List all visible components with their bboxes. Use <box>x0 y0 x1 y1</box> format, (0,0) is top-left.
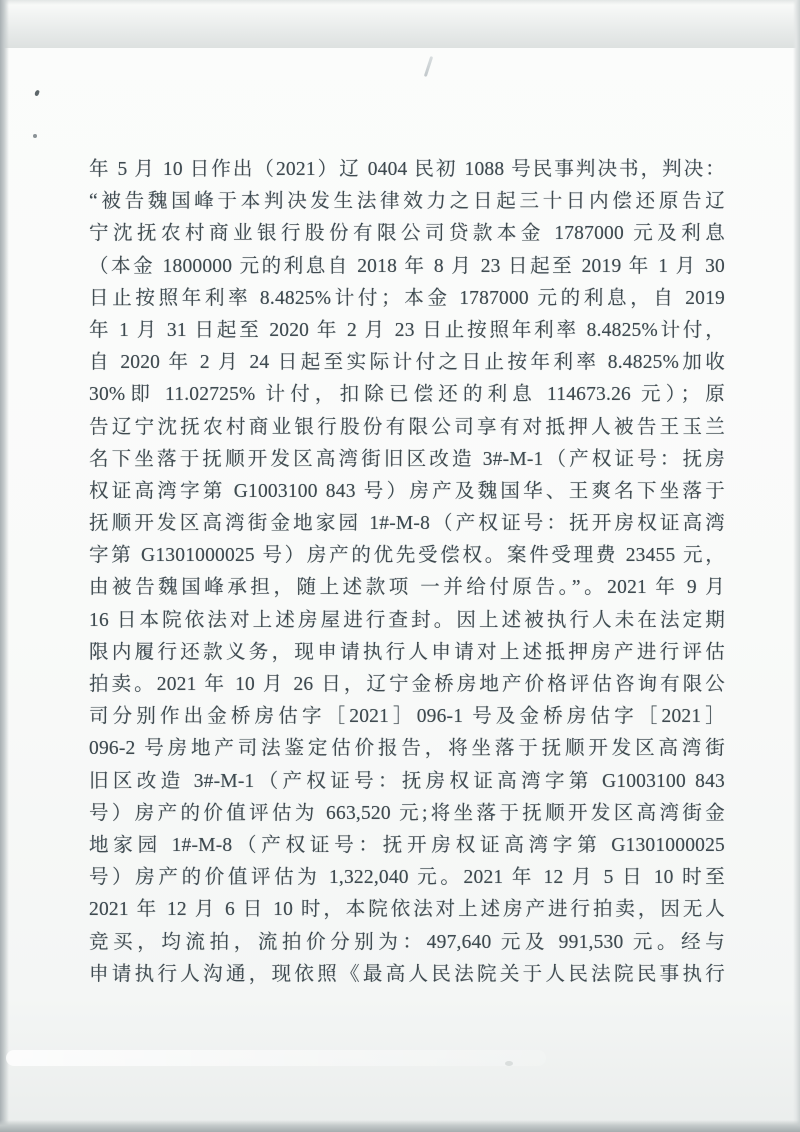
document-body-text <box>89 154 725 991</box>
page-edge-bottom <box>0 1120 800 1132</box>
text-line: 号）房产的价值评估为 1,322,040 元。2021 年 12 月 5 日 10 时至 <box>89 867 725 889</box>
text-line: 权证高湾字第 G1003100 843 号）房产及魏国华、王爽名下坐落于 <box>89 480 725 502</box>
text-line: 拍卖。2021 年 10 月 26 日，辽宁金桥房地产价格评估咨询有限公 <box>89 674 725 695</box>
scan-light-streak <box>6 1050 546 1066</box>
text-line: 字第 G1301000025 号）房产的优先受偿权。案件受理费 23455 元， <box>89 545 725 567</box>
text-line: 16 日本院依法对上述房屋进行查封。因上述被执行人未在法定期 <box>89 609 725 631</box>
page-edge-left <box>0 0 9 1132</box>
text-line: 2021 年 12 月 6 日 10 时，本院依法对上述房产进行拍卖，因无人 <box>89 899 725 921</box>
text-line: 日止按照年利率 8.4825%计付；本金 1787000 元的利息，自 2019 <box>89 287 725 309</box>
text-line: 自 2020 年 2 月 24 日起至实际计付之日止按年利率 8.4825%加收 <box>89 352 725 374</box>
text-line: 年 5 月 10 日作出（2021）辽 0404 民初 1088 号民事判决书，判决： <box>89 159 725 180</box>
text-line: 抚顺开发区高湾街金地家园 1#-M-8（产权证号：抚开房权证高湾 <box>89 513 725 535</box>
text-line: 申请执行人沟通，现依照《最高人民法院关于人民法院民事执行 <box>89 963 725 985</box>
scan-artifact-mark <box>424 56 433 77</box>
text-line: 竞买，均流拍，流拍价分别为：497,640 元及 991,530 元。经与 <box>89 931 725 953</box>
text-line: 名下坐落于抚顺开发区高湾街旧区改造 3#-M-1（产权证号：抚房 <box>89 448 725 470</box>
text-line: 由被告魏国峰承担，随上述款项 一并给付原告。”。2021 年 9 月 <box>89 577 725 599</box>
text-line: 096-2 号房地产司法鉴定估价报告，将坐落于抚顺开发区高湾街 <box>89 738 725 760</box>
page-edge-right <box>793 0 800 1132</box>
text-line: 年 1 月 31 日起至 2020 年 2 月 23 日止按照年利率 8.4825%计付， <box>89 319 725 341</box>
text-line: 地家园 1#-M-8（产权证号：抚开房权证高湾字第 G1301000025 <box>89 834 725 856</box>
text-line: 号）房产的价值评估为 663,520 元;将坐落于抚顺开发区高湾街金 <box>89 802 725 824</box>
text-line: 司分别作出金桥房估字［2021］096-1 号及金桥房估字［2021］ <box>89 706 725 728</box>
text-line: 限内履行还款义务，现申请执行人申请对上述抵押房产进行评估 <box>89 641 725 663</box>
text-line: 告辽宁沈抚农村商业银行股份有限公司享有对抵押人被告王玉兰 <box>89 416 725 438</box>
text-line: （本金 1800000 元的利息自 2018 年 8 月 23 日起至 2019 年 1 月 30 <box>89 255 725 277</box>
page-bottom-shadow <box>0 0 800 48</box>
scan-artifact-dot <box>33 134 37 138</box>
text-line: 30%即 11.02725% 计付，扣除已偿还的利息 114673.26 元）；原 <box>89 384 725 406</box>
text-line: 宁沈抚农村商业银行股份有限公司贷款本金 1787000 元及利息 <box>89 223 725 245</box>
text-line: 旧区改造 3#-M-1（产权证号：抚房权证高湾字第 G1003100 843 <box>89 770 725 792</box>
text-line: “被告魏国峰于本判决发生法律效力之日起三十日内偿还原告辽 <box>89 191 725 213</box>
scan-artifact-dot <box>34 89 40 96</box>
